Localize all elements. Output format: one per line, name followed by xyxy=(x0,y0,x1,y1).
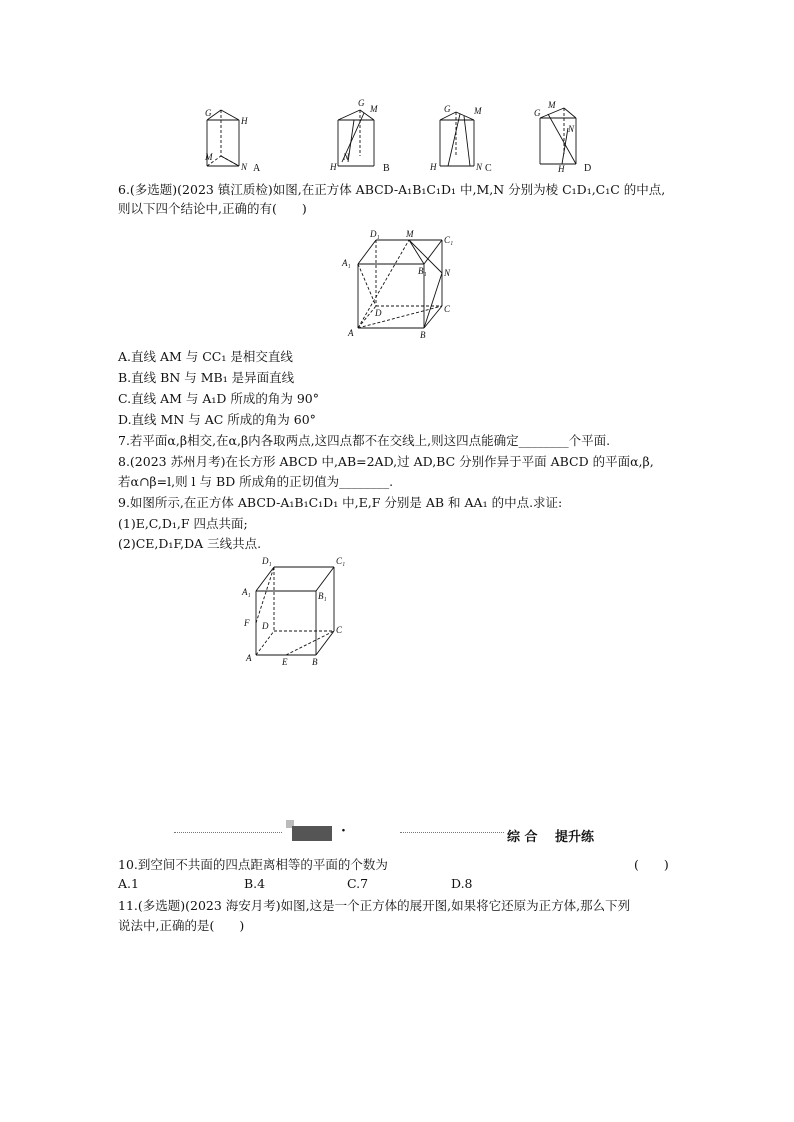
label: B xyxy=(420,330,426,340)
figure-b xyxy=(328,96,408,176)
cube-figure-q6 xyxy=(338,226,468,342)
label: N xyxy=(476,162,483,172)
figure-d xyxy=(530,98,610,176)
label: G xyxy=(534,108,541,118)
label: H xyxy=(241,116,248,126)
label: A xyxy=(348,328,354,338)
label: C xyxy=(444,304,451,314)
label: G xyxy=(358,98,365,108)
figure-tag: A xyxy=(253,163,261,174)
label: M xyxy=(548,100,556,110)
figure-a xyxy=(195,100,275,176)
label: G xyxy=(205,108,212,118)
q7: 7.若平面α,β相交,在α,β内各取两点,这四点都不在交线上,则这四点能确定________个平面. xyxy=(118,433,611,448)
q10-bracket: ( ) xyxy=(634,857,669,872)
label: M xyxy=(205,152,213,162)
cube-figure-q9 xyxy=(240,553,360,669)
section-marker-dot: · xyxy=(341,823,346,839)
label: C xyxy=(336,625,343,635)
label: H xyxy=(330,162,337,172)
section-marker xyxy=(292,826,332,841)
label: A₁ xyxy=(242,587,251,597)
section-title: 综 合 提升练 xyxy=(507,830,595,845)
label: D xyxy=(262,621,269,631)
q6-option-b: B.直线 BN 与 MB₁ 是异面直线 xyxy=(118,370,295,385)
label: G xyxy=(444,104,451,114)
label: D₁ xyxy=(370,229,380,239)
section-divider-right xyxy=(400,832,504,833)
section-divider-left xyxy=(174,832,282,833)
q6-line2: 则以下四个结论中,正确的有( ) xyxy=(118,201,307,216)
label: B xyxy=(312,657,318,667)
q6-option-a: A.直线 AM 与 CC₁ 是相交直线 xyxy=(118,349,293,364)
label: M xyxy=(370,104,378,114)
label: N xyxy=(343,152,350,162)
q11-line1: 11.(多选题)(2023 海安月考)如图,这是一个正方体的展开图,如果将它还原为正方体,那么下列 xyxy=(118,898,631,913)
q6-line1: 6.(多选题)(2023 镇江质检)如图,在正方体 ABCD-A₁B₁C₁D₁ 中,M,N 分别为棱 C₁D₁,C₁C 的中点, xyxy=(118,182,666,197)
q8-line1: 8.(2023 苏州月考)在长方形 ABCD 中,AB=2AD,过 AD,BC 分别作异于平面 ABCD 的平面α,β, xyxy=(118,454,654,469)
label: E xyxy=(282,657,288,667)
label: M xyxy=(474,106,482,116)
label: D₁ xyxy=(262,556,272,566)
label: N xyxy=(444,268,451,278)
label: B₁ xyxy=(318,591,327,601)
label: C₁ xyxy=(336,556,346,566)
q9-line1: 9.如图所示,在正方体 ABCD-A₁B₁C₁D₁ 中,E,F 分别是 AB 和 AA₁ 的中点.求证: xyxy=(118,495,563,510)
label: C₁ xyxy=(444,235,454,245)
figure-tag: B xyxy=(383,163,390,174)
label: H xyxy=(558,164,565,174)
q10-option-c: C.7 xyxy=(347,876,369,891)
q9-line3: (2)CE,D₁F,DA 三线共点. xyxy=(118,536,262,551)
figure-tag: D xyxy=(584,163,592,174)
q9-line2: (1)E,C,D₁,F 四点共面; xyxy=(118,516,248,531)
q10-option-a: A.1 xyxy=(118,876,139,891)
label: N xyxy=(241,162,248,172)
label: F xyxy=(244,618,250,628)
label: D xyxy=(375,308,382,318)
q10-text: 10.到空间不共面的四点距离相等的平面的个数为 xyxy=(118,857,388,872)
q11-line2: 说法中,正确的是( ) xyxy=(118,918,245,933)
q6-option-d: D.直线 MN 与 AC 所成的角为 60° xyxy=(118,412,316,427)
label: M xyxy=(406,229,414,239)
label: A xyxy=(246,653,252,663)
label: B₁ xyxy=(418,266,427,276)
label: N xyxy=(568,124,575,134)
q6-option-c: C.直线 AM 与 A₁D 所成的角为 90° xyxy=(118,391,320,406)
q8-line2: 若α∩β=l,则 l 与 BD 所成角的正切值为________. xyxy=(118,474,394,489)
figure-tag: C xyxy=(485,163,492,174)
figure-c xyxy=(430,100,510,176)
q10-option-d: D.8 xyxy=(451,876,473,891)
label: A₁ xyxy=(342,258,351,268)
q10-option-b: B.4 xyxy=(244,876,266,891)
label: H xyxy=(430,162,437,172)
